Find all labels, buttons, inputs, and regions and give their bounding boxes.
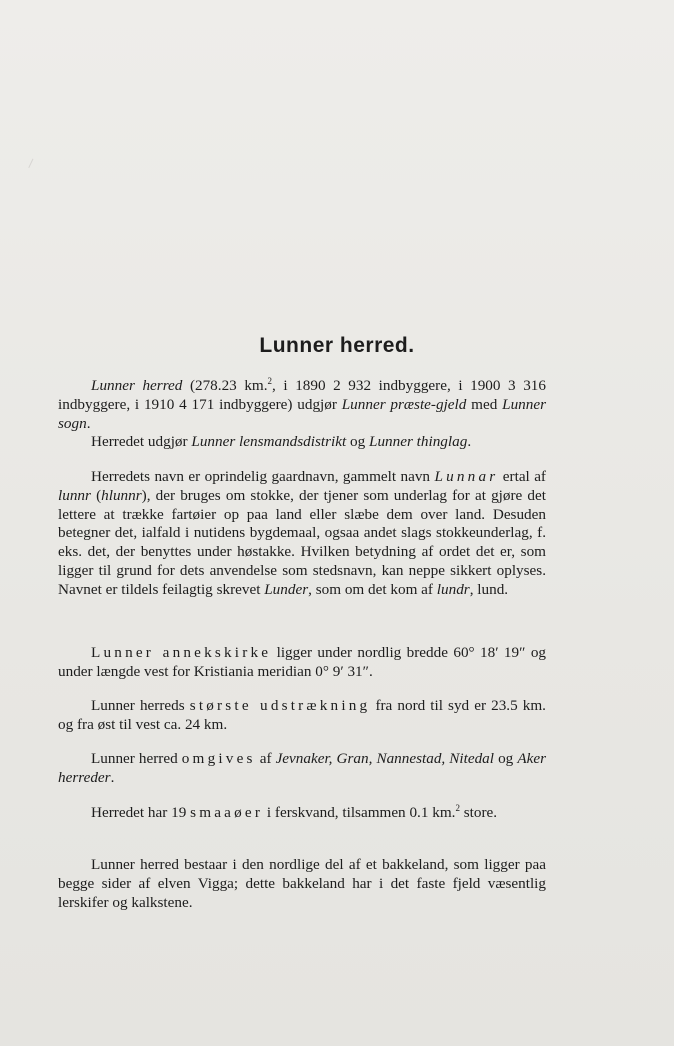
text: ertal af bbox=[498, 468, 546, 485]
text: . bbox=[467, 433, 472, 450]
parish-name: Lunner præste-gjeld bbox=[341, 395, 467, 413]
text: i ferskvand, tilsammen 0.1 km. bbox=[263, 804, 456, 821]
text: , lund. bbox=[469, 580, 509, 598]
text: Herredet udgjør bbox=[91, 433, 192, 450]
paragraph-extent bbox=[58, 697, 546, 735]
neighbour-list: Jevnaker, Gran, Nannestad, Nitedal bbox=[275, 750, 495, 767]
old-name: Lunnar bbox=[434, 468, 499, 485]
superscript: 2 bbox=[267, 376, 273, 386]
page-title: Lunner herred. bbox=[259, 334, 415, 357]
text: fra nord til syd er 23.5 km. og fra øst til vest ca. 24 km. bbox=[58, 697, 546, 733]
text: . bbox=[86, 414, 91, 432]
text: . bbox=[110, 768, 115, 786]
text: med bbox=[466, 395, 503, 413]
text: Herredets navn er oprindelig gaardnavn, gammelt navn bbox=[91, 468, 435, 485]
spaced-term: største udstrækning bbox=[189, 697, 371, 714]
text: ( bbox=[90, 486, 102, 504]
word-lunder: Lunder bbox=[264, 580, 309, 598]
text: , som om det kom af bbox=[308, 580, 437, 598]
scan-mark bbox=[28, 159, 40, 172]
text: Lunner herred bestaar i den nordlige del af et bakkeland, som ligger paa begge sider af elven Vigga; dette bakkeland har i det faste fjeld væsentlig lerskifer og kalkstene. bbox=[58, 856, 546, 911]
text: og bbox=[346, 433, 369, 450]
paragraph-islands bbox=[58, 804, 546, 823]
superscript: 2 bbox=[455, 803, 460, 813]
paragraph-area bbox=[58, 377, 546, 433]
spaced-term: smaaøer bbox=[190, 804, 264, 821]
text: store. bbox=[459, 804, 498, 821]
text: Lunner herred bbox=[91, 750, 182, 767]
spaced-term: omgives bbox=[181, 750, 256, 767]
paragraph-district bbox=[58, 433, 546, 452]
word-lunnr: lunnr bbox=[58, 486, 91, 504]
aker-name: Aker herreder bbox=[58, 750, 546, 786]
text: Herredet har 19 bbox=[91, 804, 191, 821]
text: Lunner herreds bbox=[91, 697, 190, 714]
paragraph-name-origin bbox=[58, 468, 546, 600]
text: og bbox=[494, 750, 518, 767]
word-lundr: lundr bbox=[436, 580, 470, 598]
text: af bbox=[255, 750, 276, 767]
herred-name: Lunner herred bbox=[91, 377, 183, 394]
text: ), der bruges om stokke, der tjener som underlag for at gjøre det lettere at trække fartøier op paa land eller slæbe dem over land. Desuden betegner det, ialfald i nutidens bygdemaal, ogsaa andet slags stokkeunderlag, f. eks. det, der benyttes under høstakke. Hvilken betydning af ordet det er, som ligger til grund for dets anvendelse som stedsnavn, kan neppe sikkert oplyses. Navnet er tildels feilagtig skrevet bbox=[58, 486, 546, 598]
paragraph-terrain bbox=[58, 856, 546, 912]
text: ligger under nordlig bredde 60° 18′ 19″ og under længde vest for Kristiania meridian 0° 9′ 31″. bbox=[58, 644, 547, 680]
church-name: Lunner annekskirke bbox=[91, 644, 272, 661]
thinglag-name: Lunner thinglag bbox=[369, 433, 468, 450]
stats-text: , i 1890 2 932 indbyggere, i 1900 3 316 indbyggere, i 1910 4 171 indbyggere) udgjør bbox=[58, 377, 546, 413]
paragraph-church bbox=[58, 644, 546, 682]
paragraph-borders bbox=[58, 750, 546, 788]
word-hlunnr: hlunnr bbox=[101, 486, 142, 504]
district-name: Lunner lensmandsdistrikt bbox=[191, 433, 347, 450]
sogn-name: Lunner sogn bbox=[58, 395, 547, 432]
stats-text: (278.23 km. bbox=[182, 377, 268, 394]
